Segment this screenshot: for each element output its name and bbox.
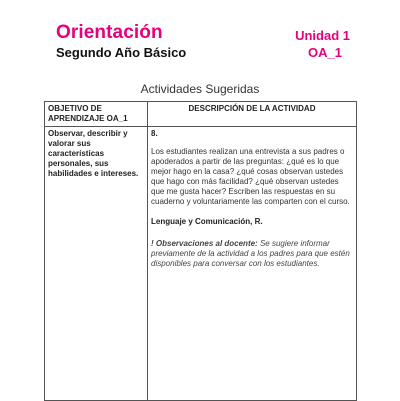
objective-text: Observar, describir y valorar sus características personales, sus habilidades e intereses.	[48, 129, 139, 178]
table-header-row	[45, 102, 357, 127]
description-column-header: DESCRIPCIÓN DE LA ACTIVIDAD	[148, 102, 357, 127]
unit-label: Unidad 1	[295, 28, 350, 43]
observations-label: Observaciones al docente:	[155, 239, 258, 248]
observations-marker: !	[151, 239, 154, 248]
activity-text: Los estudiantes realizan una entrevista a sus padres o apoderados a partir de las preguntas: ¿qué es lo que mejor hago en la casa? ¿qué cosas observan ustedes que hago con más facilidad? ¿qué observan ustedes que me gusta hacer? Escriben las respuestas en su cuaderno y voluntariamente las comparten con el curso.	[151, 147, 350, 206]
activity-number: 8.	[151, 129, 158, 138]
teacher-observations	[151, 239, 353, 269]
observations-text: Se sugiere informar previamente de la actividad a los padres para que estén disponibles para conversar con los estudiantes.	[151, 239, 350, 268]
objective-column-header: OBJETIVO DE APRENDIZAJE OA_1	[45, 102, 148, 127]
activities-table	[44, 101, 357, 401]
page-title: Orientación	[56, 22, 163, 43]
subject-link: Lenguaje y Comunicación, R.	[151, 217, 263, 226]
objective-cell	[45, 127, 148, 401]
section-title: Actividades Sugeridas	[140, 82, 260, 96]
grade-subtitle: Segundo Año Básico	[56, 45, 187, 60]
table-row	[45, 127, 357, 401]
oa-code-label: OA_1	[308, 45, 342, 60]
description-cell	[148, 127, 357, 401]
